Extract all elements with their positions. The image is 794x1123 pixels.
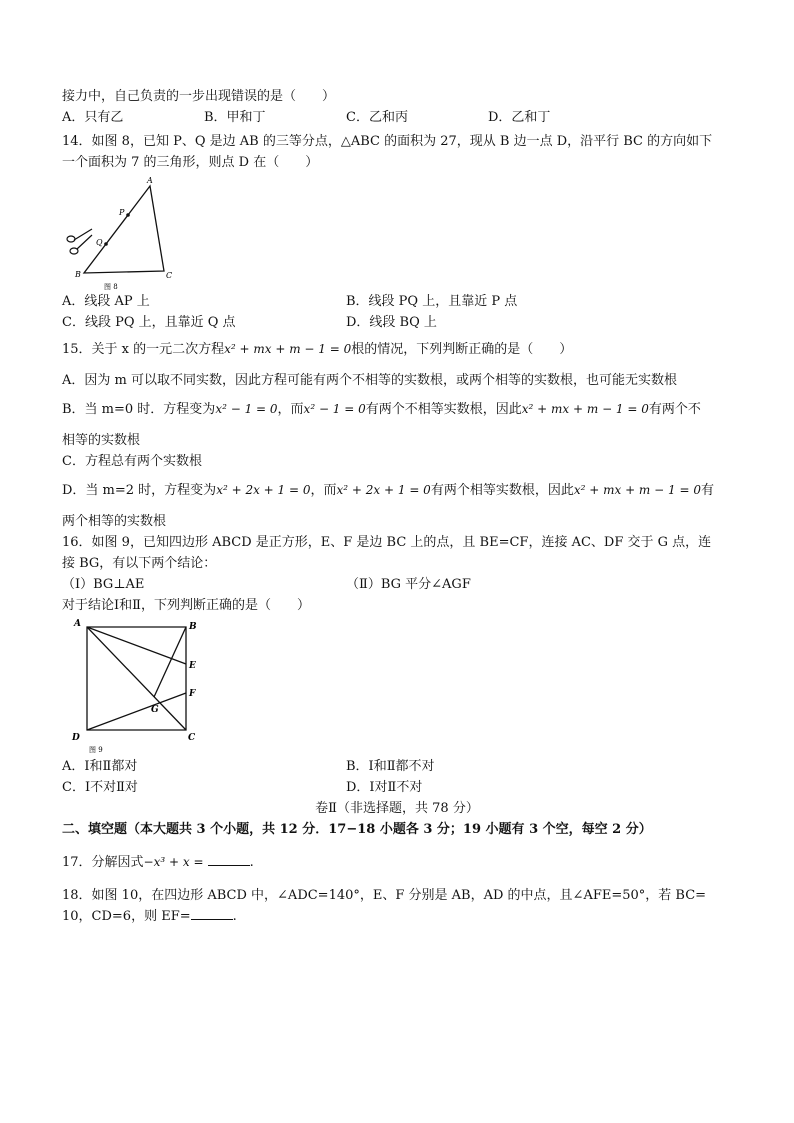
q13-option-c[interactable]: C．乙和丙: [346, 110, 408, 125]
q15-option-b[interactable]: [62, 399, 732, 420]
figure-8: [62, 173, 732, 291]
q17-expression: −x³ + x =: [143, 855, 204, 869]
label-p: P: [119, 208, 125, 217]
q17-end: .: [249, 855, 254, 870]
label-g: G: [151, 705, 159, 715]
q13-option-a[interactable]: A．只有乙: [62, 110, 124, 125]
q15-optd-text2: ，而: [310, 483, 337, 498]
label-q: Q: [96, 238, 103, 247]
q15-optd-text4: 有: [700, 483, 714, 498]
q18-text: 10，CD=6，则 EF=: [62, 909, 191, 924]
q15-option-d[interactable]: [62, 480, 732, 501]
q15-option-b-cont: 相等的实数根: [62, 433, 141, 448]
scissors-icon: [67, 229, 92, 254]
q15-optb-eq2: x² − 1 = 0: [303, 402, 366, 416]
q16-stem-line1: 16．如图 9，已知四边形 ABCD 是正方形，E、F 是边 BC 上的点，且 BE=CF，连接 AC、DF 交于 G 点，连: [62, 535, 712, 550]
triangle-figure: [62, 173, 192, 291]
figure-caption: 图 8: [104, 283, 118, 291]
q15-optb-text1: B．当 m=0 时．方程变为: [62, 402, 216, 417]
q16-option-c[interactable]: C．Ⅰ不对Ⅱ对: [62, 780, 138, 795]
q17-text: 17．分解因式: [62, 855, 144, 870]
q14-option-d[interactable]: D．线段 BQ 上: [346, 315, 437, 330]
q15-optb-eq3: x² + mx + m − 1 = 0: [521, 402, 649, 416]
q15-optd-text1: D．当 m=2 时，方程变为: [62, 483, 217, 498]
q16-option-b[interactable]: B．Ⅰ和Ⅱ都不对: [346, 759, 435, 774]
q16-stem-line2: 接 BG，有以下两个结论：: [62, 556, 217, 571]
q15-optb-text4: 有两个不: [648, 402, 701, 417]
q15-optd-eq3: x² + mx + m − 1 = 0: [573, 483, 701, 497]
q13-stem: 接力中，自己负责的一步出现错误的是（ ）: [62, 89, 336, 104]
q15-stem-text-end: 根的情况，下列判断正确的是（ ）: [351, 342, 573, 357]
q17-answer-blank[interactable]: [208, 853, 250, 866]
q13-option-d[interactable]: D．乙和丁: [488, 110, 551, 125]
label-c: C: [166, 271, 173, 280]
q18-line1: 18．如图 10，在四边形 ABCD 中，∠ADC=140°，E、F 分别是 AB，AD 的中点，且∠AFE=50°，若 BC=: [62, 888, 707, 903]
volume-title: 卷Ⅱ（非选择题，共 78 分）: [315, 801, 479, 816]
q15-stem: [62, 339, 732, 360]
square-figure: [62, 616, 212, 754]
q18-end: .: [232, 909, 237, 924]
q18-line2: [62, 906, 732, 927]
label-a: A: [147, 176, 153, 185]
q14-options-row2: [62, 312, 732, 333]
q14-stem-line2: 一个面积为 7 的三角形，则点 D 在（ ）: [62, 155, 319, 170]
q14-option-b[interactable]: B．线段 PQ 上，且靠近 P 点: [346, 294, 518, 309]
q15-optd-eq1: x² + 2x + 1 = 0: [216, 483, 311, 497]
label-b: B: [75, 270, 81, 279]
q15-optb-eq1: x² − 1 = 0: [215, 402, 278, 416]
q16-option-a[interactable]: A．Ⅰ和Ⅱ都对: [62, 759, 138, 774]
q16-options-row2: [62, 777, 732, 798]
q16-conclusion-1: （Ⅰ）BG⊥AE: [62, 577, 145, 592]
label-c: C: [188, 733, 196, 743]
q14-option-a[interactable]: A．线段 AP 上: [62, 294, 150, 309]
q17: [62, 852, 732, 873]
label-b: B: [189, 622, 197, 632]
label-a: A: [74, 619, 81, 629]
q13-option-b[interactable]: B．甲和丁: [204, 110, 266, 125]
q16-option-d[interactable]: D．Ⅰ对Ⅱ不对: [346, 780, 423, 795]
q14-stem-line1: 14．如图 8，已知 P、Q 是边 AB 的三等分点，△ABC 的面积为 27，现从 B 边一点 D，沿平行 BC 的方向如下: [62, 134, 713, 149]
label-f: F: [189, 689, 196, 699]
q16-conclusions: [62, 574, 732, 595]
q15-optd-eq2: x² + 2x + 1 = 0: [336, 483, 431, 497]
q15-stem-text: 15．关于 x 的一元二次方程: [62, 342, 225, 357]
exam-page: [62, 86, 732, 927]
section-header: 二、填空题（本大题共 3 个小题，共 12 分．17−18 小题各 3 分；19 小题有 3 个空，每空 2 分）: [62, 822, 652, 837]
q16-options-row1: [62, 756, 732, 777]
q16-conclusion-2: （Ⅱ）BG 平分∠AGF: [346, 577, 471, 592]
q14-option-c[interactable]: C．线段 PQ 上，且靠近 Q 点: [62, 315, 236, 330]
q13-options: [62, 107, 732, 128]
q15-option-d-cont: 两个相等的实数根: [62, 514, 167, 529]
figure-caption: 图 9: [89, 746, 103, 754]
q15-optd-text3: 有两个相等实数根，因此: [430, 483, 574, 498]
q16-stem-line3: 对于结论Ⅰ和Ⅱ，下列判断正确的是（ ）: [62, 598, 310, 613]
q15-optb-text3: 有两个不相等实数根，因此: [365, 402, 522, 417]
q15-option-a[interactable]: A．因为 m 可以取不同实数，因此方程可能有两个不相等的实数根，或两个相等的实数根，也可能无实数根: [62, 373, 677, 388]
q18-answer-blank[interactable]: [191, 907, 233, 920]
q15-equation: x² + mx + m − 1 = 0: [224, 342, 352, 356]
q14-options-row1: [62, 291, 732, 312]
q15-optb-text2: ，而: [277, 402, 304, 417]
label-e: E: [189, 661, 196, 671]
q15-option-c[interactable]: C．方程总有两个实数根: [62, 454, 202, 469]
label-d: D: [72, 733, 80, 743]
figure-9: [62, 616, 732, 754]
